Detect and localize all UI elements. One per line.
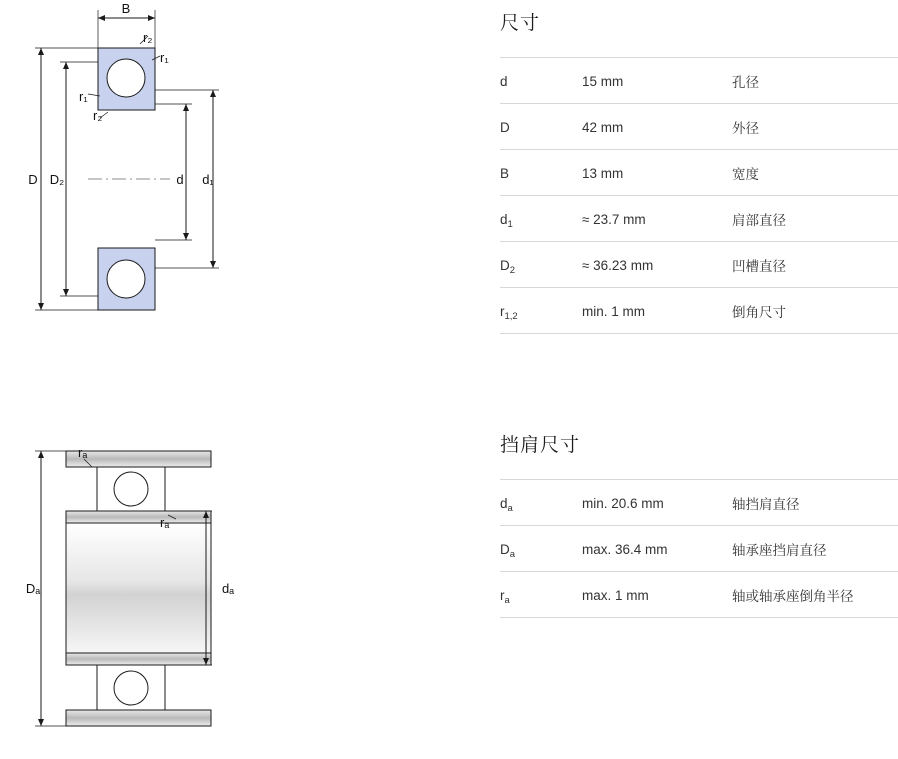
row-symbol: [500, 480, 582, 526]
symbol-text: d: [500, 73, 508, 89]
label-r1-top: r₁: [160, 50, 169, 65]
symbol-text: d: [500, 211, 508, 227]
symbol-text: d: [500, 495, 508, 511]
table-row: [500, 242, 898, 288]
label-B: B: [121, 1, 131, 16]
symbol-text: D: [500, 119, 510, 135]
label-r2-top: r₂: [143, 30, 153, 45]
row-description: 凹槽直径: [732, 259, 786, 274]
label-da: dₐ: [221, 581, 235, 596]
symbol-subscript: 2: [509, 264, 516, 276]
dimensions-section: [500, 8, 898, 334]
row-symbol: [500, 58, 582, 104]
table-row: [500, 480, 898, 526]
dimensions-title: 尺寸: [500, 13, 541, 34]
row-symbol: [500, 572, 582, 618]
row-description: 孔径: [732, 75, 759, 90]
row-description: 轴或轴承座倒角半径: [732, 589, 854, 604]
row-value: max. 1 mm: [582, 587, 649, 603]
row-symbol: [500, 104, 582, 150]
table-row: [500, 526, 898, 572]
row-value: min. 1 mm: [582, 303, 646, 319]
row-description: 轴承座挡肩直径: [732, 543, 827, 558]
symbol-text: B: [500, 165, 510, 181]
label-ra-top: rₐ: [78, 445, 88, 460]
symbol-text: D: [500, 257, 510, 273]
row-description: 倒角尺寸: [732, 305, 786, 320]
label-Da: Dₐ: [25, 581, 41, 596]
row-description: 宽度: [732, 167, 759, 182]
label-r1-left: r₁: [79, 89, 88, 104]
symbol-subscript: a: [507, 502, 513, 514]
row-description: 外径: [732, 121, 759, 136]
tables-column: [470, 0, 898, 754]
label-ra-right: rₐ: [160, 515, 170, 530]
abutment-dimensions-drawing: [0, 415, 470, 754]
row-value: max. 36.4 mm: [582, 541, 668, 557]
label-r2-left: r₂: [93, 108, 103, 123]
label-D2: D₂: [49, 172, 65, 187]
row-value: ≈ 23.7 mm: [582, 211, 646, 227]
row-symbol: [500, 526, 582, 572]
symbol-text: D: [500, 541, 510, 557]
symbol-subscript: 1: [507, 218, 513, 230]
symbol-text: r: [500, 587, 505, 603]
row-symbol: [500, 242, 582, 288]
row-value: min. 20.6 mm: [582, 495, 664, 511]
table-row: [500, 572, 898, 618]
table-row: [500, 58, 898, 104]
row-symbol: [500, 288, 582, 334]
row-value: ≈ 36.23 mm: [582, 257, 654, 273]
abutment-title: 挡肩尺寸: [500, 435, 581, 456]
symbol-subscript: 1,2: [504, 310, 518, 322]
table-row: [500, 288, 898, 334]
row-symbol: [500, 196, 582, 242]
dimensions-table: [500, 57, 898, 334]
symbol-subscript: a: [504, 594, 510, 606]
label-d1: d₁: [202, 172, 214, 187]
abutment-table: [500, 479, 898, 618]
row-symbol: [500, 150, 582, 196]
row-value: 42 mm: [582, 119, 624, 135]
row-description: 轴挡肩直径: [732, 497, 800, 512]
symbol-text: r: [500, 303, 505, 319]
table-row: [500, 150, 898, 196]
abutment-section: [500, 430, 898, 618]
radial-bearing-cross-section: [0, 0, 470, 340]
row-description: 肩部直径: [732, 213, 786, 228]
row-value: 15 mm: [582, 73, 624, 89]
label-D: D: [28, 172, 38, 187]
table-row: [500, 104, 898, 150]
row-value: 13 mm: [582, 165, 624, 181]
table-row: [500, 196, 898, 242]
label-d: d: [176, 172, 184, 187]
symbol-subscript: a: [509, 548, 516, 560]
